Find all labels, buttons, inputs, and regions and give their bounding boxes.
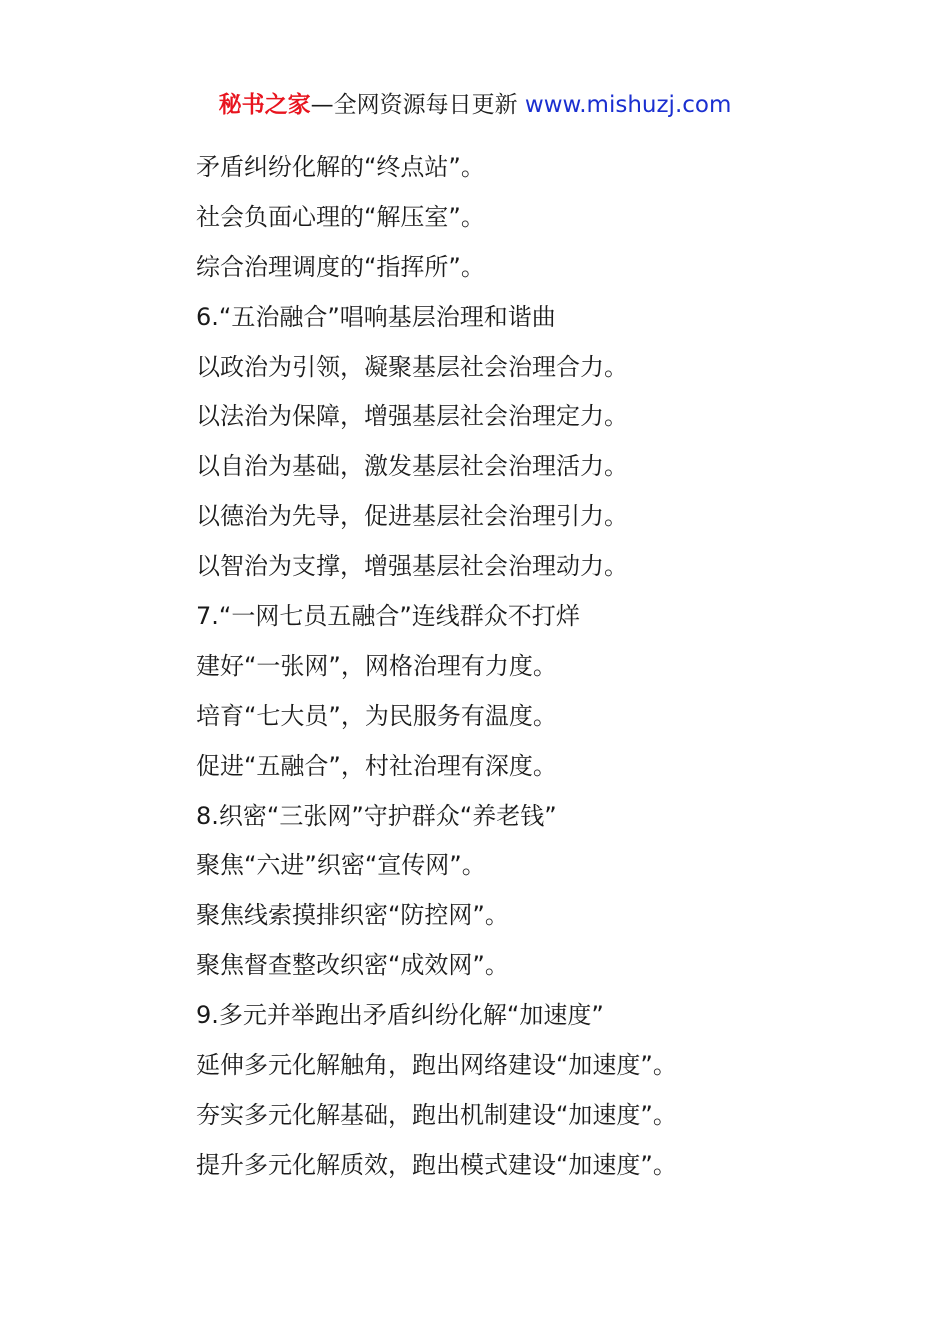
section-heading: 7.“一网七员五融合”连线群众不打烊 (196, 602, 580, 631)
text-line: 聚焦“六进”织密“宣传网”。 (196, 851, 486, 880)
text-line: 以法治为保障，增强基层社会治理定力。 (196, 402, 628, 431)
text-line: 以智治为支撑，增强基层社会治理动力。 (196, 552, 628, 581)
text-line: 夯实多元化解基础，跑出机制建设“加速度”。 (196, 1100, 677, 1129)
section-heading: 9.多元并举跑出矛盾纠纷化解“加速度” (196, 1001, 604, 1030)
text-line: 培育“七大员”，为民服务有温度。 (196, 701, 557, 730)
text-line: 综合治理调度的“指挥所”。 (196, 252, 485, 281)
header-tagline: —全网资源每日更新 (310, 92, 525, 118)
text-line: 聚焦督查整改织密“成效网”。 (196, 951, 509, 980)
section-heading: 8.织密“三张网”守护群众“养老钱” (196, 801, 557, 830)
document-body (196, 148, 916, 1196)
text-line: 促进“五融合”，村社治理有深度。 (196, 751, 557, 780)
text-line: 聚焦线索摸排织密“防控网”。 (196, 901, 509, 930)
text-line: 延伸多元化解触角，跑出网络建设“加速度”。 (196, 1051, 677, 1080)
text-line: 以自治为基础，激发基层社会治理活力。 (196, 452, 628, 481)
text-line: 以德治为先导，促进基层社会治理引力。 (196, 502, 628, 531)
site-url-link[interactable]: www.mishuzj.com (524, 92, 732, 118)
text-line: 以政治为引领，凝聚基层社会治理合力。 (196, 352, 628, 381)
section-heading: 6.“五治融合”唱响基层治理和谐曲 (196, 302, 556, 331)
text-line: 提升多元化解质效，跑出模式建设“加速度”。 (196, 1150, 677, 1179)
text-line: 建好“一张网”，网格治理有力度。 (196, 651, 557, 680)
site-header (0, 86, 950, 124)
text-line: 社会负面心理的“解压室”。 (196, 202, 485, 231)
brand-name: 秘书之家 (218, 92, 311, 118)
text-line: 矛盾纠纷化解的“终点站”。 (196, 153, 485, 181)
